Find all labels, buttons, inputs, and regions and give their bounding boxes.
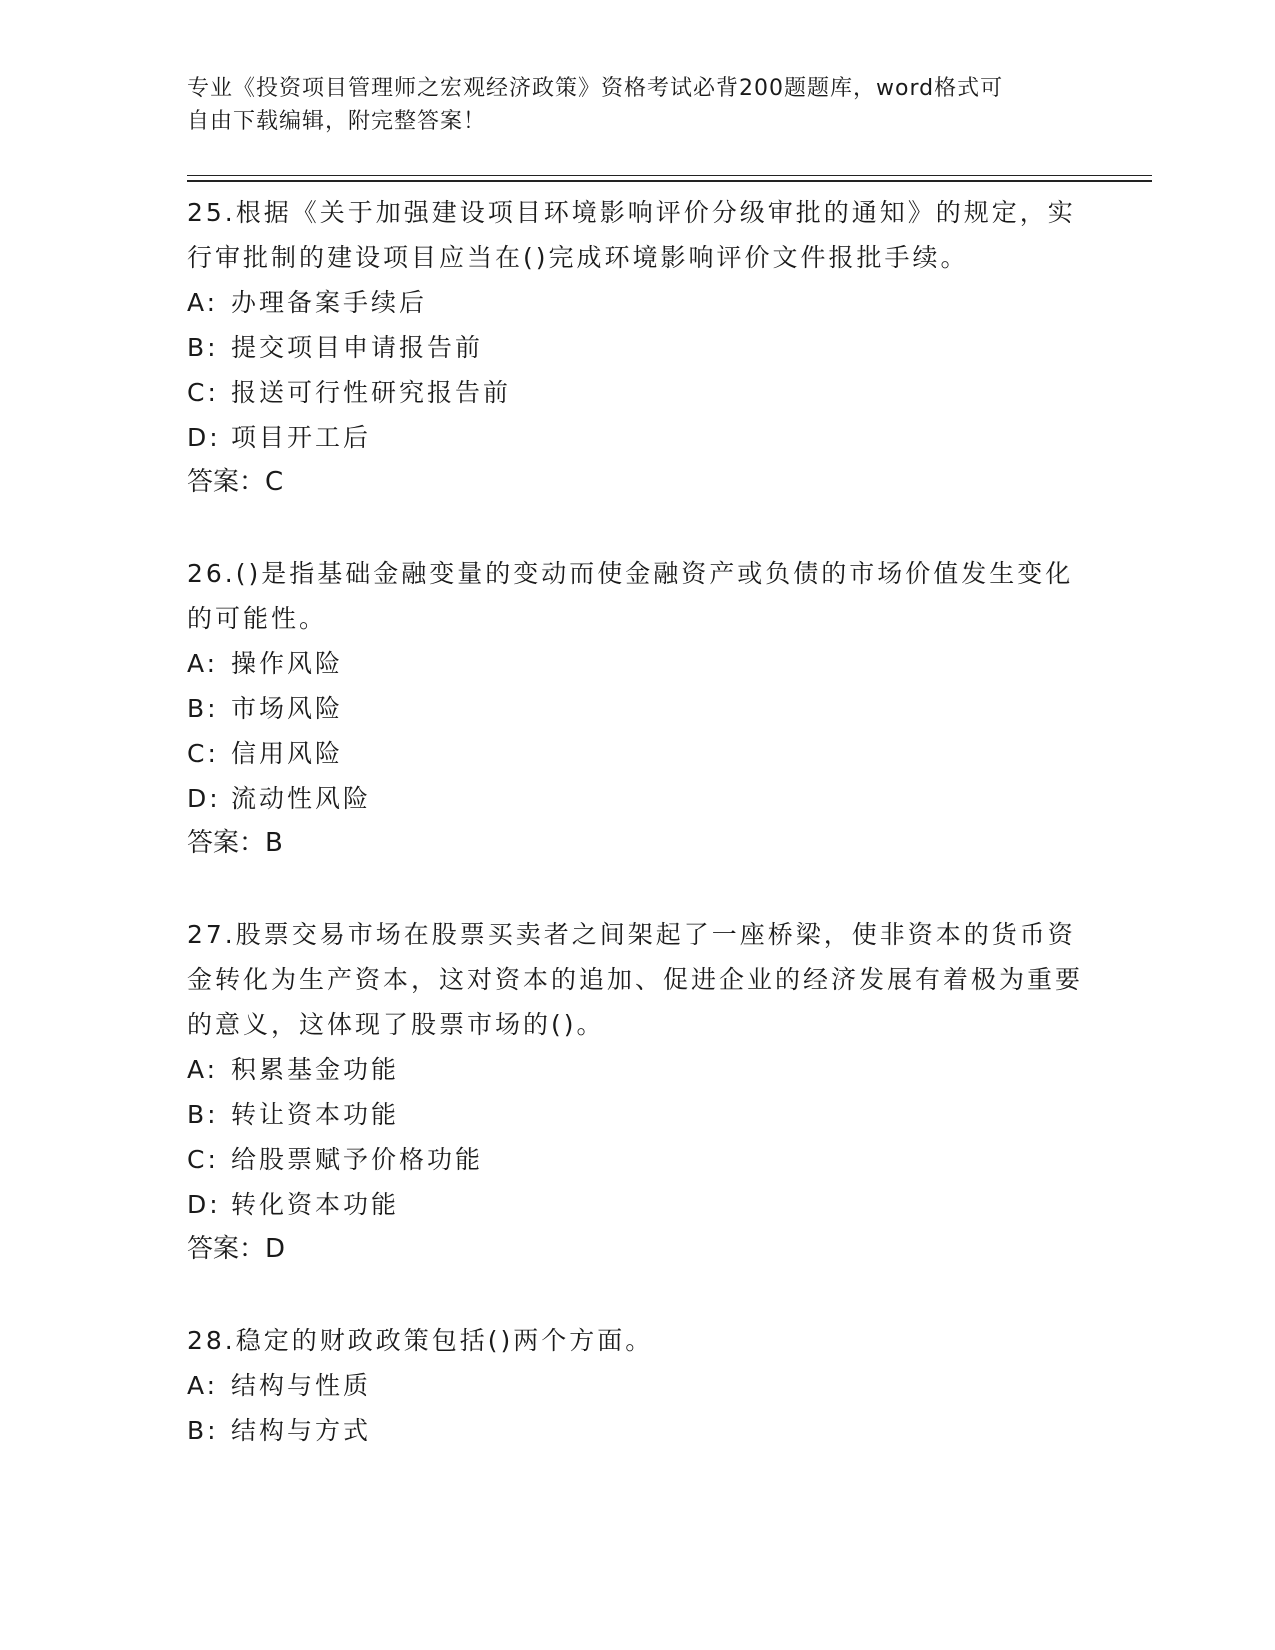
option-letter: C: (187, 378, 219, 407)
option-c (187, 1137, 1087, 1182)
question-28 (187, 1318, 1087, 1453)
header-line-2: 自由下载编辑，附完整答案！ (187, 109, 487, 134)
option-d (187, 1182, 1087, 1227)
option-text: 积累基金功能 (231, 1055, 400, 1084)
option-b (187, 686, 1087, 731)
option-letter: C: (187, 739, 219, 768)
question-stem: 28.稳定的财政政策包括()两个方面。 (187, 1326, 654, 1355)
option-letter: A: (187, 649, 219, 678)
header-line-1: 专业《投资项目管理师之宏观经济政策》资格考试必背200题题库，word格式可 (187, 76, 1004, 101)
option-text: 办理备案手续后 (231, 288, 428, 317)
option-c (187, 731, 1087, 776)
option-text: 提交项目申请报告前 (231, 333, 484, 362)
option-a (187, 641, 1087, 686)
option-text: 操作风险 (231, 649, 344, 678)
option-letter: B: (187, 1100, 219, 1129)
option-text: 市场风险 (231, 694, 344, 723)
document-header (187, 72, 1067, 138)
option-text: 结构与性质 (231, 1371, 372, 1400)
question-stem: 25.根据《关于加强建设项目环境影响评价分级审批的通知》的规定，实行审批制的建设项目应当在()完成环境影响评价文件报批手续。 (187, 198, 1076, 272)
option-letter: A: (187, 1371, 219, 1400)
answer-line: 答案：B (187, 828, 283, 858)
option-text: 转化资本功能 (231, 1190, 400, 1219)
option-text: 报送可行性研究报告前 (231, 378, 512, 407)
option-d (187, 776, 1087, 821)
option-letter: A: (187, 1055, 219, 1084)
header-divider-thin (187, 175, 1152, 176)
option-text: 流动性风险 (231, 784, 372, 813)
option-letter: B: (187, 694, 219, 723)
option-letter: D: (187, 784, 221, 813)
option-text: 项目开工后 (231, 423, 372, 452)
option-text: 给股票赋予价格功能 (231, 1145, 484, 1174)
option-text: 转让资本功能 (231, 1100, 400, 1129)
option-b (187, 325, 1087, 370)
option-a (187, 280, 1087, 325)
answer-line: 答案：D (187, 1234, 286, 1264)
option-letter: D: (187, 1190, 221, 1219)
option-letter: D: (187, 423, 221, 452)
option-b (187, 1092, 1087, 1137)
question-stem: 26.()是指基础金融变量的变动而使金融资产或负债的市场价值发生变化的可能性。 (187, 559, 1074, 633)
question-25 (187, 190, 1087, 505)
question-27 (187, 912, 1087, 1272)
option-text: 信用风险 (231, 739, 344, 768)
option-d (187, 415, 1087, 460)
option-a (187, 1363, 1087, 1408)
header-divider-thick (187, 180, 1152, 182)
question-stem: 27.股票交易市场在股票买卖者之间架起了一座桥梁，使非资本的货币资金转化为生产资本，这对资本的追加、促进企业的经济发展有着极为重要的意义，这体现了股票市场的()。 (187, 920, 1084, 1039)
option-text: 结构与方式 (231, 1416, 372, 1445)
option-letter: C: (187, 1145, 219, 1174)
option-c (187, 370, 1087, 415)
option-letter: A: (187, 288, 219, 317)
option-letter: B: (187, 1416, 219, 1445)
question-list (187, 190, 1087, 1499)
option-b (187, 1408, 1087, 1453)
option-a (187, 1047, 1087, 1092)
question-26 (187, 551, 1087, 866)
answer-line: 答案：C (187, 467, 284, 497)
option-letter: B: (187, 333, 219, 362)
